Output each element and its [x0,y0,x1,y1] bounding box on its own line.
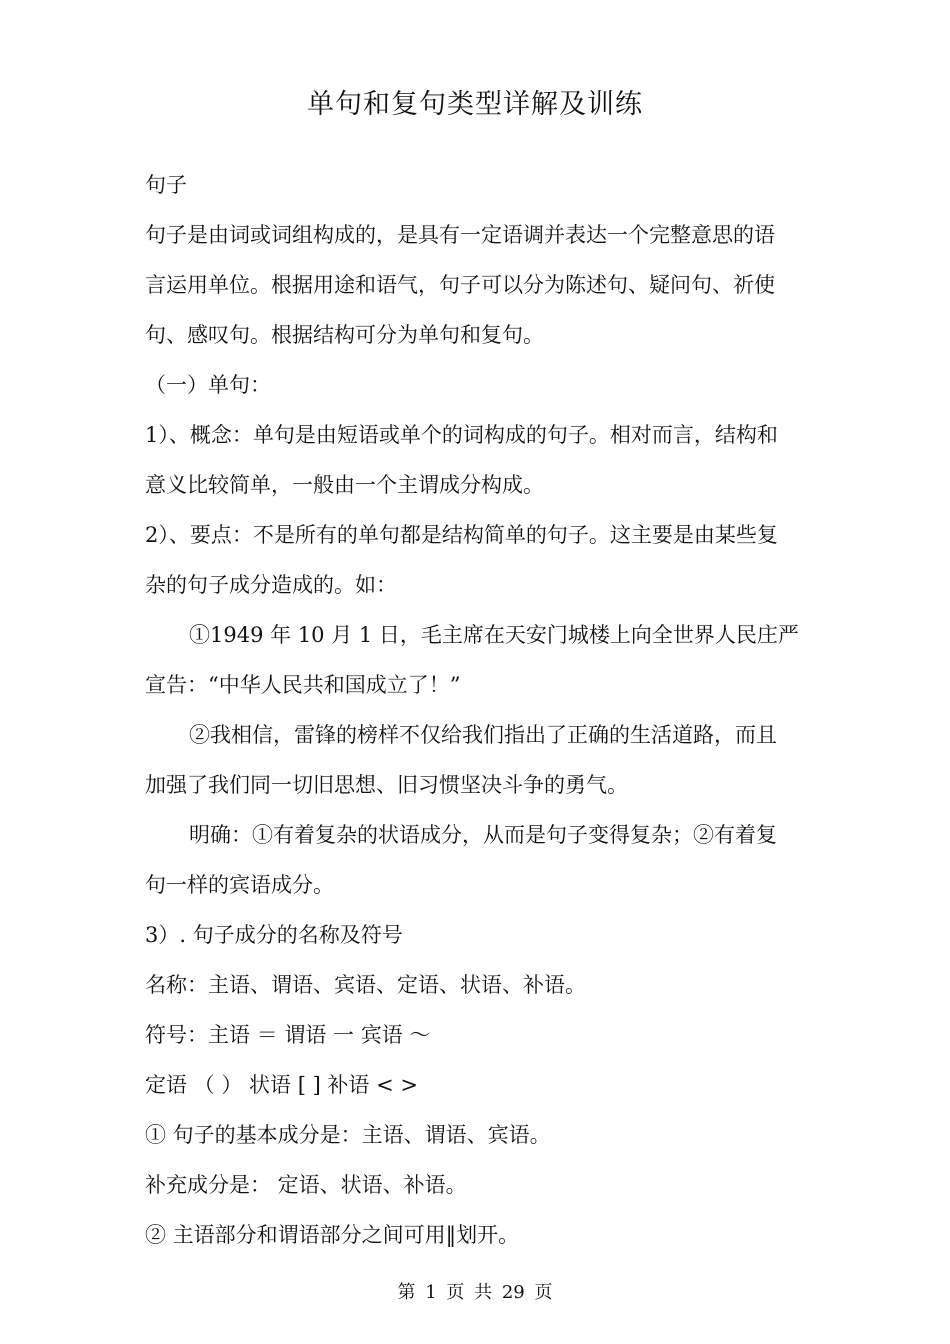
paragraph-line: 言运用单位。根据用途和语气，句子可以分为陈述句、疑问句、祈使 [145,273,775,297]
paragraph-line: 杂的句子成分造成的。如： [145,573,397,597]
page-number: 第 1 页 共 29 页 [397,1282,553,1303]
document-title: 单句和复句类型详解及训练 [307,89,643,120]
subsection-heading: （一）单句： [145,373,271,397]
paragraph-line: 名称：主语、谓语、宾语、定语、状语、补语。 [145,973,586,997]
example-line: 加强了我们同一切旧思想、旧习惯坚决斗争的勇气。 [145,773,628,797]
paragraph-line: 明确：①有着复杂的状语成分，从而是句子变得复杂；②有着复 [189,823,777,847]
document-body [145,160,807,1260]
paragraph-line: 补充成分是： 定语、状语、补语。 [145,1173,467,1197]
paragraph-line: 意义比较简单，一般由一个主谓成分构成。 [145,473,544,497]
section-heading: 句子 [145,173,187,197]
example-line: ②我相信，雷锋的榜样不仅给我们指出了正确的生活道路，而且 [189,723,777,747]
paragraph-line: 符号：主语 ＝ 谓语 一 宾语 ～ [145,1023,431,1047]
example-line: ①1949 年 10 月 1 日，毛主席在天安门城楼上向全世界人民庄严 [189,623,799,647]
paragraph-line: 句一样的宾语成分。 [145,873,334,897]
paragraph-line: ② 主语部分和谓语部分之间可用‖划开。 [145,1223,520,1247]
paragraph-line: 句、感叹句。根据结构可分为单句和复句。 [145,323,544,347]
example-line: 宣告：“中华人民共和国成立了！” [145,673,461,697]
paragraph-line: 定语 （ ） 状语 [ ] 补语 < > [145,1073,418,1097]
paragraph-line: 句子是由词或词组构成的，是具有一定语调并表达一个完整意思的语 [145,223,775,247]
paragraph-line: 2）、要点：不是所有的单句都是结构简单的句子。这主要是由某些复 [145,523,778,547]
paragraph-line: ① 句子的基本成分是：主语、谓语、宾语。 [145,1123,551,1147]
paragraph-line: 3）. 句子成分的名称及符号 [145,923,403,947]
paragraph-line: 1）、概念：单句是由短语或单个的词构成的句子。相对而言，结构和 [145,423,778,447]
